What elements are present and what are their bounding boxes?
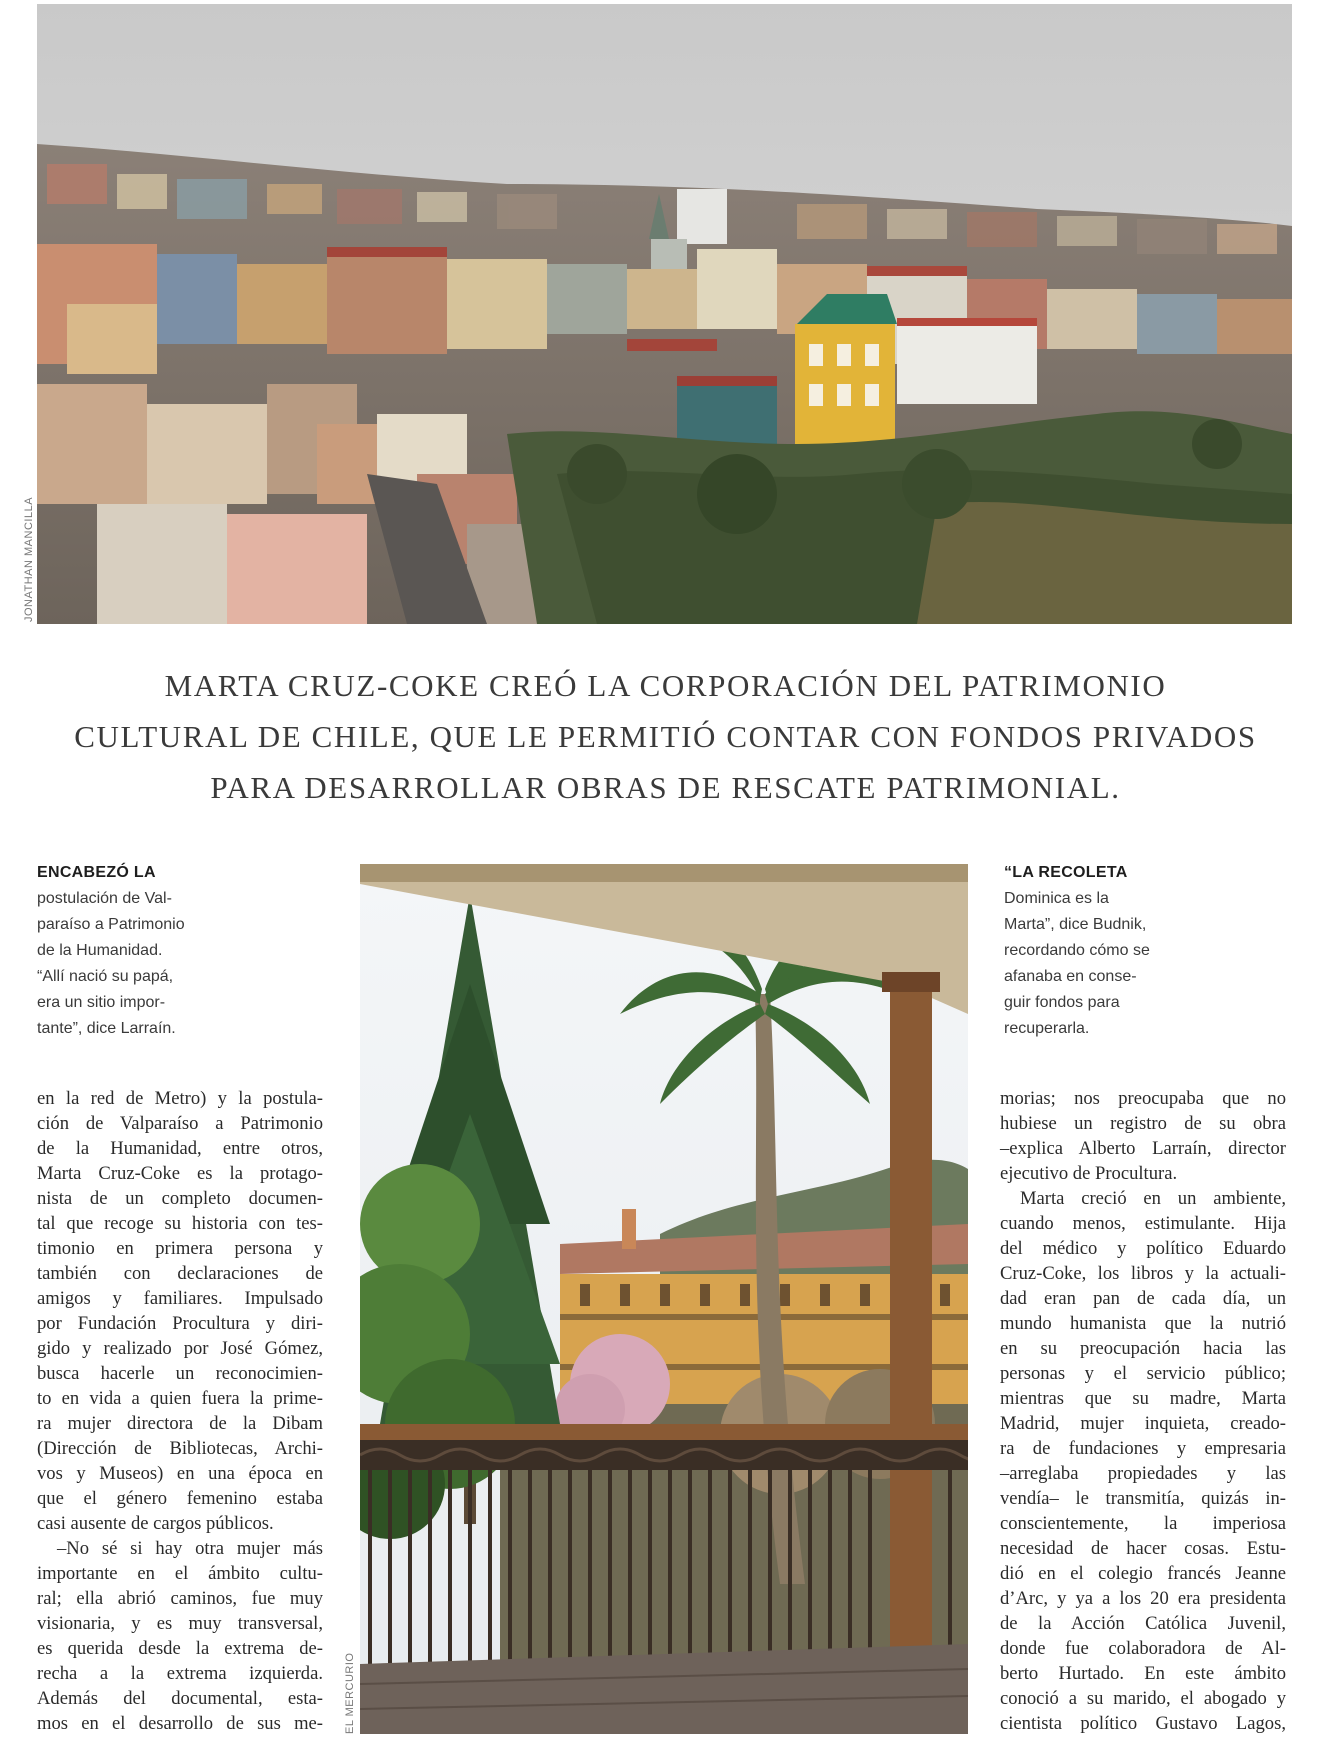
body-line: cuando menos, estimulante. Hija bbox=[1000, 1213, 1286, 1234]
body-line: busca hacerle un reconocimien- bbox=[37, 1363, 323, 1384]
body-line: hubiese un registro de su obra bbox=[1000, 1113, 1286, 1134]
body-line: Marta creció en un ambiente, bbox=[1020, 1188, 1286, 1209]
body-line: ejecutivo de Procultura. bbox=[1000, 1163, 1178, 1184]
body-line: mos en el desarrollo de sus me- bbox=[37, 1713, 323, 1734]
body-line: donde fue colaboradora de Al- bbox=[1000, 1638, 1286, 1659]
body-column-left bbox=[37, 1086, 323, 1736]
sidebar-left-caption bbox=[37, 860, 277, 1042]
body-line: es querida desde la extrema de- bbox=[37, 1638, 323, 1659]
body-line: nista de un completo documen- bbox=[37, 1188, 323, 1209]
body-line: de la Humanidad, entre otros, bbox=[37, 1138, 323, 1159]
body-line: conoció a su marido, el abogado y bbox=[1000, 1688, 1286, 1709]
body-line: importante en el ámbito cultu- bbox=[37, 1563, 323, 1584]
body-line: de la Acción Católica Juvenil, bbox=[1000, 1613, 1286, 1634]
sidebar-left-line: “Allí nació su papá, bbox=[37, 968, 174, 985]
body-line: –arreglaba propiedades y las bbox=[1000, 1463, 1286, 1484]
body-line: que el género femenino estaba bbox=[37, 1488, 323, 1509]
body-line: ra mujer directora de la Dibam bbox=[37, 1413, 323, 1434]
body-line: mientras que su madre, Marta bbox=[1000, 1388, 1286, 1409]
body-line: también con declaraciones de bbox=[37, 1263, 323, 1284]
valparaiso-hills-photo bbox=[37, 4, 1292, 624]
sidebar-left-line: de la Humanidad. bbox=[37, 942, 163, 959]
body-line: amigos y familiares. Impulsado bbox=[37, 1288, 323, 1309]
body-line: mundo humanista que la nutrió bbox=[1000, 1313, 1286, 1334]
body-line: ción de Valparaíso a Patrimonio bbox=[37, 1113, 323, 1134]
sidebar-right-heading: “LA RECOLETA bbox=[1004, 864, 1128, 881]
body-line: Marta Cruz-Coke es la protago- bbox=[37, 1163, 323, 1184]
sidebar-left-heading: ENCABEZÓ LA bbox=[37, 864, 156, 881]
sidebar-right-line: guir fondos para bbox=[1004, 994, 1120, 1011]
pull-quote bbox=[40, 660, 1291, 813]
body-line: cientista político Gustavo Lagos, bbox=[1000, 1713, 1286, 1734]
body-column-right bbox=[1000, 1086, 1286, 1736]
sidebar-left-line: era un sitio impor- bbox=[37, 994, 166, 1011]
pull-quote-line: MARTA CRUZ-COKE CREÓ LA CORPORACIÓN DEL PATRIMONIO bbox=[164, 668, 1167, 703]
body-line: morias; nos preocupaba que no bbox=[1000, 1088, 1286, 1109]
body-line: en su preocupación hacia las bbox=[1000, 1338, 1286, 1359]
body-line: en la red de Metro) y la postula- bbox=[37, 1088, 323, 1109]
sidebar-right-caption bbox=[1004, 860, 1244, 1042]
pull-quote-line: PARA DESARROLLAR OBRAS DE RESCATE PATRIMONIAL. bbox=[210, 770, 1121, 805]
body-line: berto Hurtado. En este ámbito bbox=[1000, 1663, 1286, 1684]
photo-credit-top: JONATHAN MANCILLA bbox=[23, 496, 35, 622]
sidebar-right-line: Dominica es la bbox=[1004, 890, 1109, 907]
recoleta-dominica-balcony-photo bbox=[360, 864, 968, 1734]
body-line: –No sé si hay otra mujer más bbox=[57, 1538, 323, 1559]
body-line: gido y realizado por José Gómez, bbox=[37, 1338, 323, 1359]
body-line: Además del documental, esta- bbox=[37, 1688, 323, 1709]
body-line: vos y Museos) en una época en bbox=[37, 1463, 323, 1484]
body-line: (Dirección de Bibliotecas, Archi- bbox=[37, 1438, 323, 1459]
body-line: dió en el colegio francés Jeanne bbox=[1000, 1563, 1286, 1584]
body-line: conscientemente, la imperiosa bbox=[1000, 1513, 1286, 1534]
body-line: vendía– le transmitía, quizás in- bbox=[1000, 1488, 1286, 1509]
pull-quote-line: CULTURAL DE CHILE, QUE LE PERMITIÓ CONTAR CON FONDOS PRIVADOS bbox=[74, 719, 1257, 754]
sidebar-right-line: recordando cómo se bbox=[1004, 942, 1150, 959]
body-line: ral; ella abrió caminos, fue muy bbox=[37, 1588, 323, 1609]
sidebar-right-line: afanaba en conse- bbox=[1004, 968, 1137, 985]
body-line: dad eran pan de cada día, un bbox=[1000, 1288, 1286, 1309]
body-line: recha a la extrema izquierda. bbox=[37, 1663, 323, 1684]
body-line: del médico y político Eduardo bbox=[1000, 1238, 1286, 1259]
body-line: Madrid, mujer inquieta, creado- bbox=[1000, 1413, 1286, 1434]
body-line: tal que recoge su historia con tes- bbox=[37, 1213, 323, 1234]
body-line: visionaria, y es muy transversal, bbox=[37, 1613, 323, 1634]
body-line: casi ausente de cargos públicos. bbox=[37, 1513, 274, 1534]
body-line: por Fundación Procultura y diri- bbox=[37, 1313, 323, 1334]
body-line: personas y el servicio público; bbox=[1000, 1363, 1286, 1384]
body-line: Cruz-Coke, los libros y la actuali- bbox=[1000, 1263, 1286, 1284]
body-line: d’Arc, y ya a los 20 era presidenta bbox=[1000, 1588, 1286, 1609]
sidebar-left-line: tante”, dice Larraín. bbox=[37, 1020, 176, 1037]
photo-credit-center: EL MERCURIO bbox=[344, 1652, 356, 1734]
sidebar-right-line: recuperarla. bbox=[1004, 1020, 1090, 1037]
sidebar-left-line: postulación de Val- bbox=[37, 890, 172, 907]
sidebar-right-line: Marta”, dice Budnik, bbox=[1004, 916, 1147, 933]
sidebar-left-line: paraíso a Patrimonio bbox=[37, 916, 185, 933]
body-line: timonio en primera persona y bbox=[37, 1238, 323, 1259]
body-line: to en vida a quien fuera la prime- bbox=[37, 1388, 323, 1409]
body-line: ra de fundaciones y empresaria bbox=[1000, 1438, 1286, 1459]
body-line: –explica Alberto Larraín, director bbox=[1000, 1138, 1286, 1159]
body-line: necesidad de hacer cosas. Estu- bbox=[1000, 1538, 1286, 1559]
